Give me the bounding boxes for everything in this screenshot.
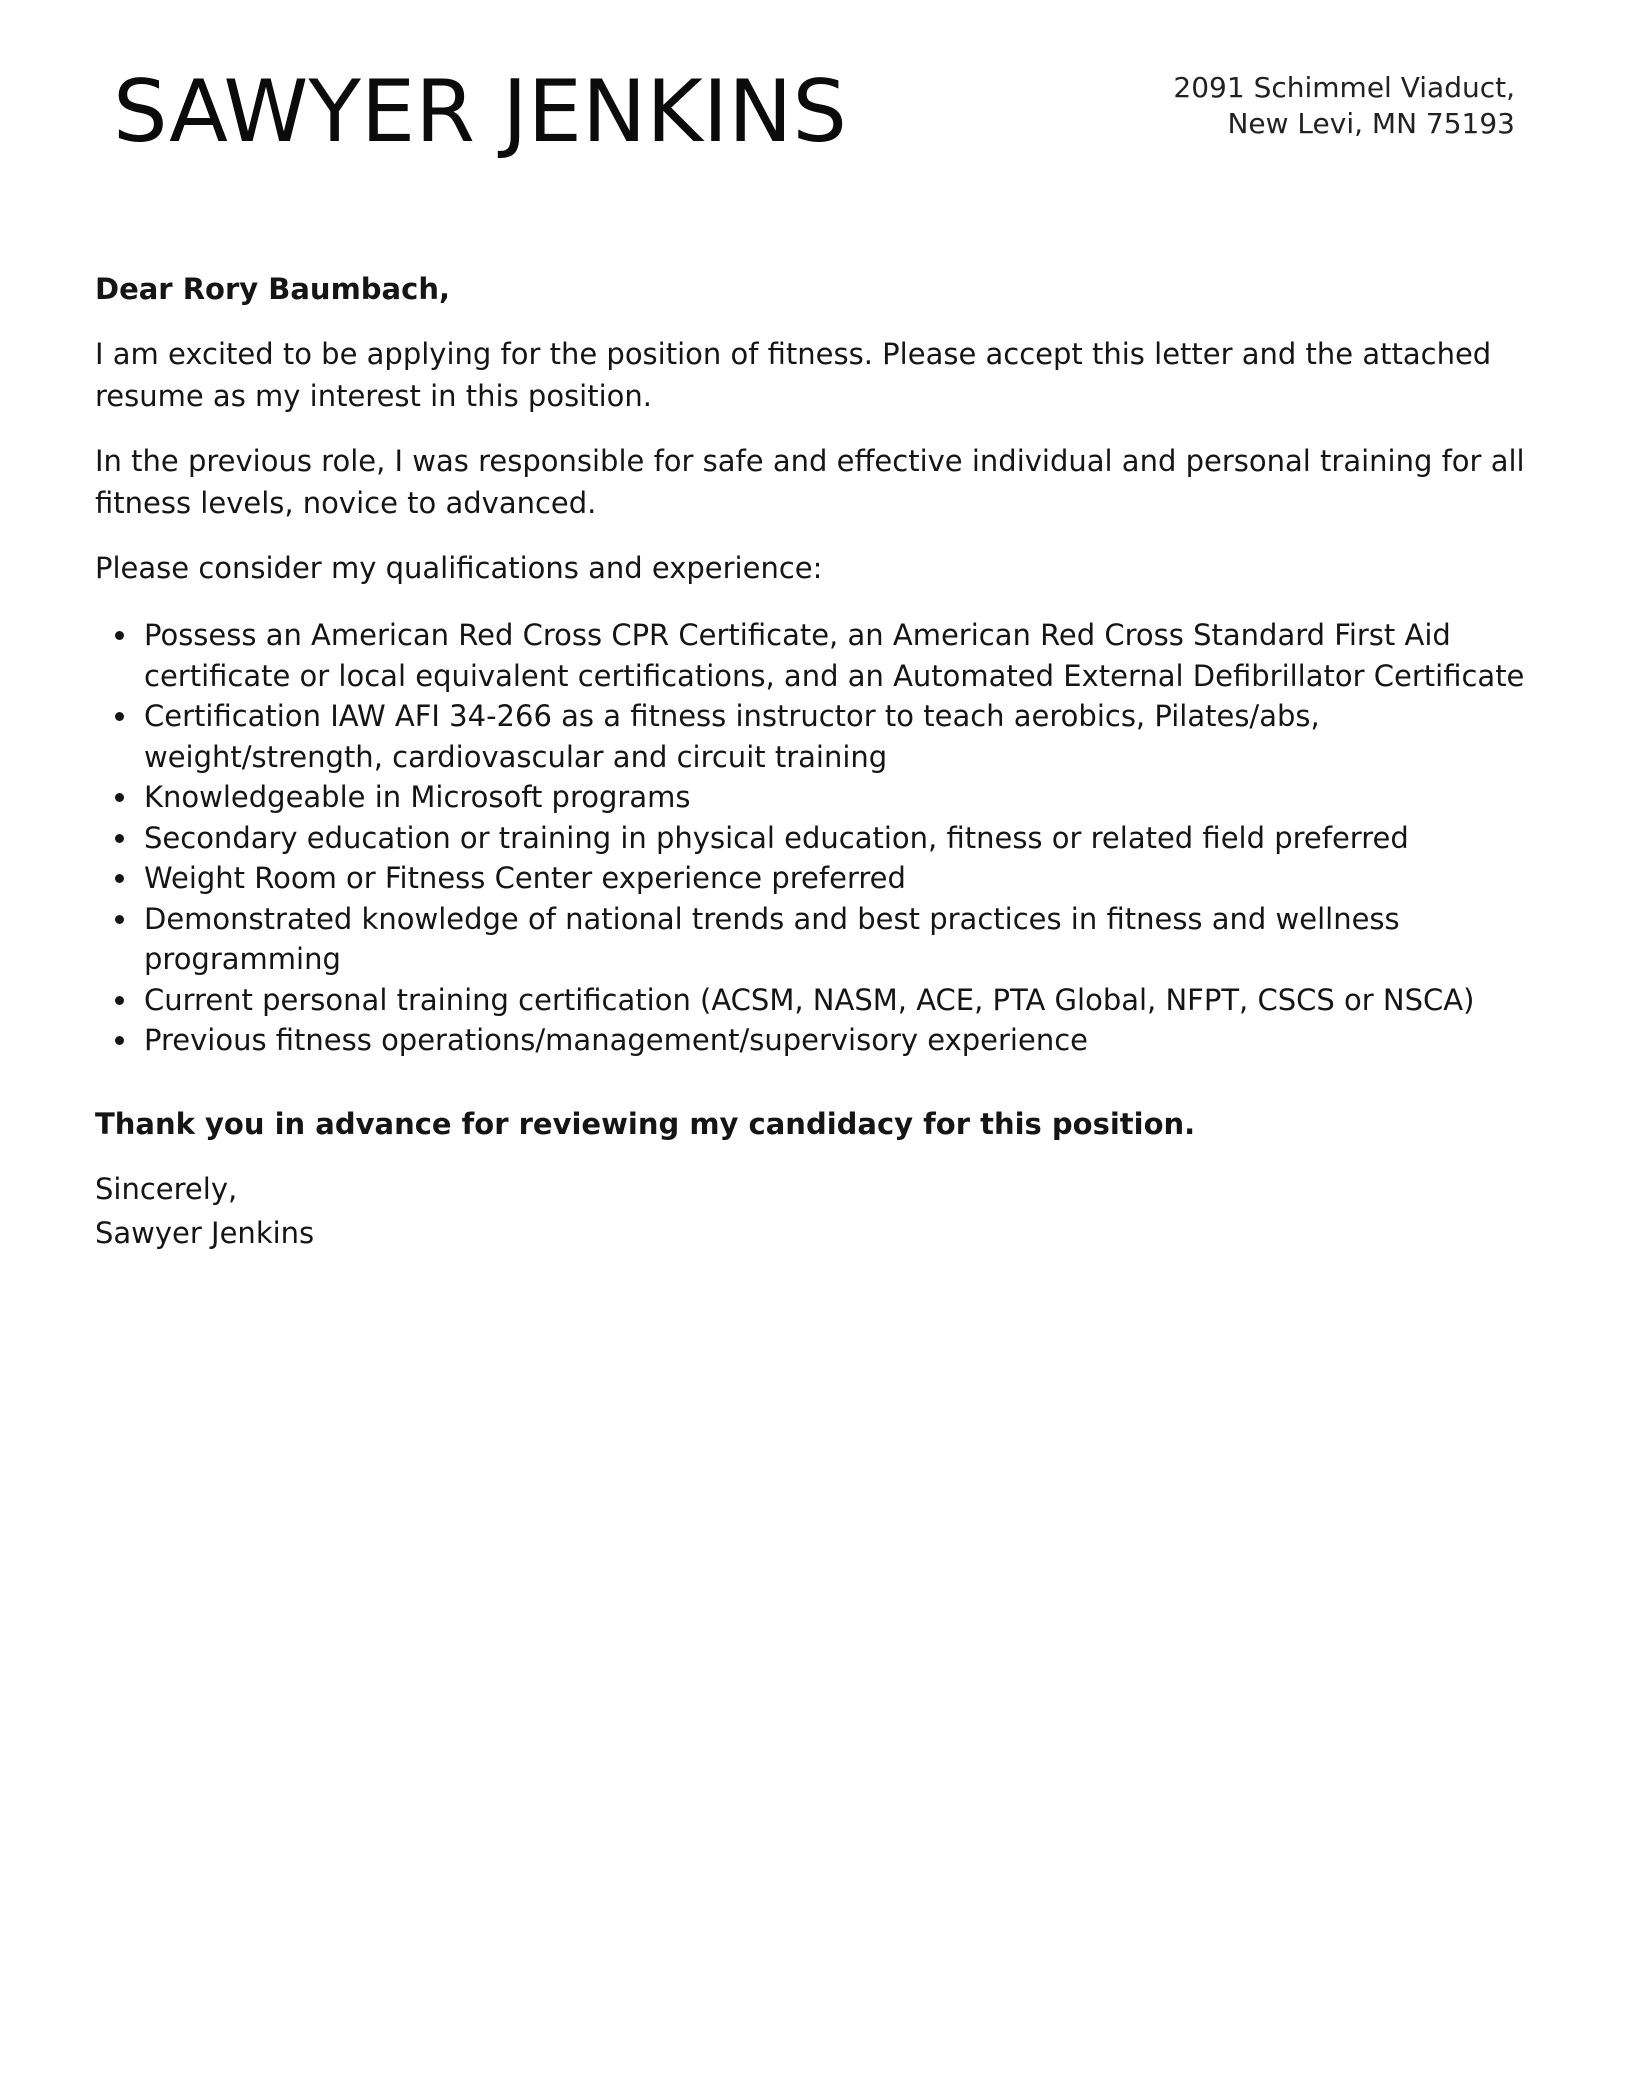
list-item-text: Knowledgeable in Microsoft programs (144, 780, 691, 814)
list-item-text: Current personal training certification (ACSM, NASM, ACE, PTA Global, NFPT, CSCS or NSCA) (144, 982, 1475, 1017)
list-item (95, 777, 1535, 818)
applicant-name: SAWYER JENKINS (113, 62, 848, 162)
qualifications-intro: Please consider my qualifications and experience: (95, 551, 823, 585)
bullet-icon (115, 874, 124, 883)
qualifications-list (95, 615, 1535, 1061)
list-item-text: Possess an American Red Cross CPR Certificate, an American Red Cross Standard First Aid certificate or local equivalent certifications, and an Automated External Defibrillator Certificate (144, 618, 1525, 693)
bullet-icon (115, 915, 124, 924)
list-item (95, 818, 1535, 859)
bullet-icon (115, 834, 124, 843)
bullet-icon (115, 996, 124, 1005)
experience-paragraph: In the previous role, I was responsible for safe and effective individual and personal training for all fitness levels, novice to advanced. (95, 444, 1525, 520)
thank-you-line: Thank you in advance for reviewing my candidacy for this position. (95, 1106, 1196, 1141)
bullet-icon (115, 712, 124, 721)
list-item-text: Certification IAW AFI 34-266 as a fitness instructor to teach aerobics, Pilates/abs, weight/strength, cardiovascular and circuit training (144, 699, 1320, 774)
list-item-text: Previous fitness operations/management/supervisory experience (144, 1023, 1088, 1057)
applicant-address (1173, 70, 1515, 142)
bullet-icon (115, 793, 124, 802)
letter-body (95, 268, 1535, 1255)
signature: Sawyer Jenkins (95, 1215, 315, 1250)
address-line-2: New Levi, MN 75193 (1227, 107, 1515, 140)
address-line-1: 2091 Schimmel Viaduct, (1173, 71, 1515, 104)
intro-paragraph: I am excited to be applying for the position of fitness. Please accept this letter and the attached resume as my interest in this position. (95, 337, 1492, 413)
list-item (95, 1020, 1535, 1061)
list-item (95, 696, 1535, 777)
list-item (95, 615, 1535, 696)
list-item-text: Weight Room or Fitness Center experience preferred (144, 861, 906, 895)
list-item-text: Secondary education or training in physical education, fitness or related field preferred (144, 820, 1409, 855)
list-item (95, 980, 1535, 1021)
bullet-icon (115, 1036, 124, 1045)
closing: Sincerely, (95, 1171, 238, 1206)
list-item (95, 858, 1535, 899)
list-item (95, 899, 1535, 980)
list-item-text: Demonstrated knowledge of national trends and best practices in fitness and wellness programming (144, 901, 1400, 976)
salutation: Dear Rory Baumbach, (95, 272, 450, 306)
bullet-icon (115, 631, 124, 640)
